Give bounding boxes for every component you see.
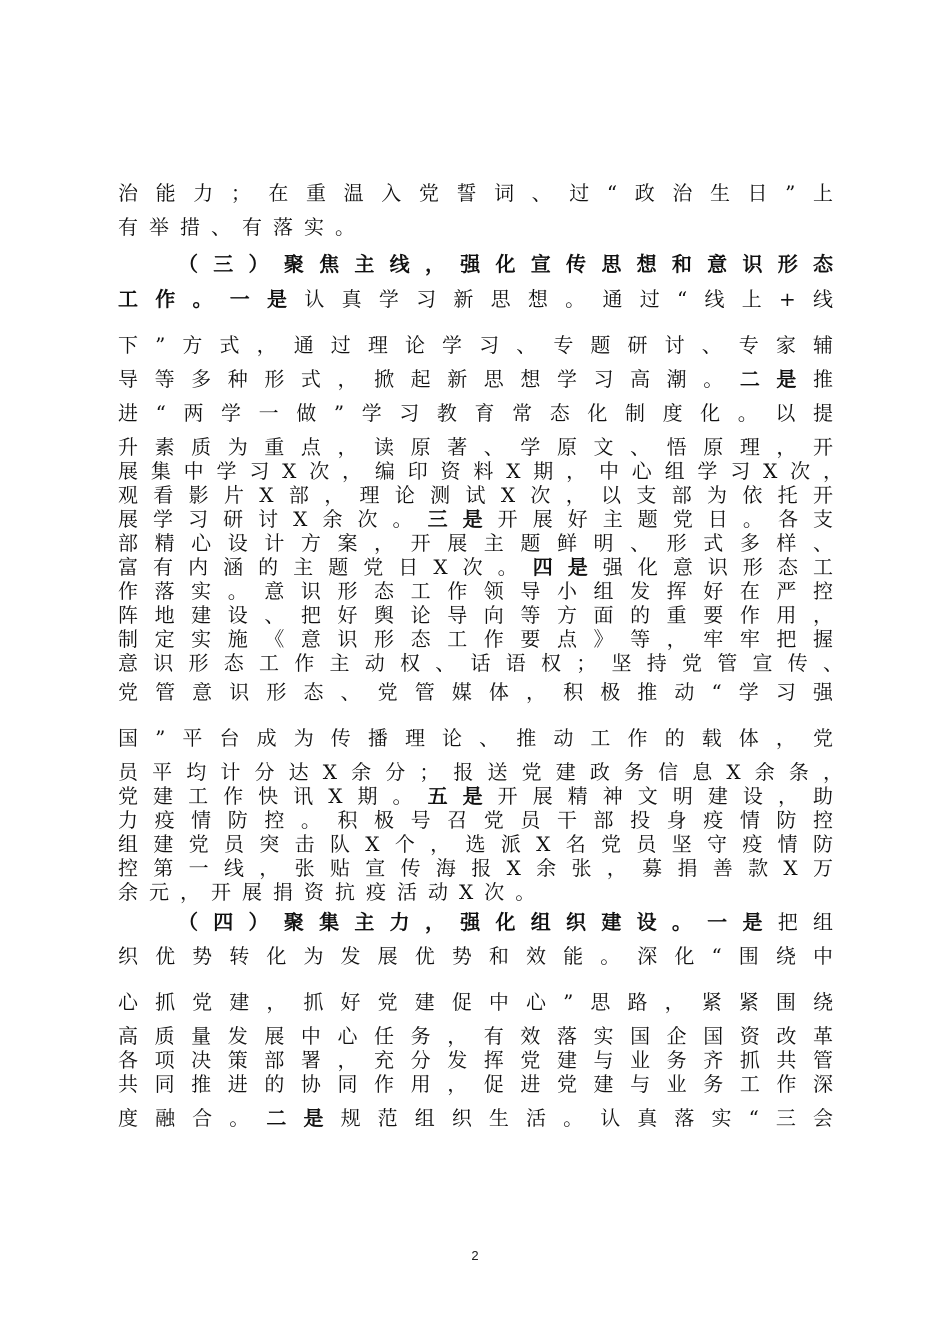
text-line (118, 784, 833, 808)
text-run: 导等多种形式，掀起新思想学习高潮。 (118, 367, 740, 391)
text-line (118, 531, 833, 555)
text-run: 强化意识形态工 (602, 555, 834, 579)
text-run: 展学习研讨X余次。 (118, 507, 428, 531)
text-line (118, 1048, 833, 1072)
text-run: 推 (813, 367, 834, 391)
text-run: 进“两学一做”学习教育常态化制度化。以提 (118, 401, 833, 425)
text-line (118, 832, 833, 856)
text-line (118, 627, 833, 651)
bold-text-run: （四）聚集主力，强化组织建设。一是 (178, 910, 778, 934)
text-line (118, 483, 833, 507)
text-run: 意识形态工作主动权、话语权；坚持党管宣传、 (118, 651, 843, 675)
text-run: 党管意识形态、党管媒体，积极推动“学习强 (118, 680, 833, 704)
text-line (118, 507, 833, 531)
text-line (118, 603, 833, 627)
text-run: 作落实。意识形态工作领导小组发挥好在严控 (118, 579, 833, 603)
bold-text-run: 二是 (739, 367, 814, 391)
text-run: 度融合。 (118, 1106, 267, 1130)
bold-text-run: 五是 (427, 784, 498, 808)
text-line (118, 760, 843, 784)
text-line (118, 880, 833, 904)
text-run: 心抓党建，抓好党建促中心”思路，紧紧围绕 (118, 990, 833, 1014)
text-run: 制定实施《意识形态工作要点》等，牢牢把握 (118, 627, 833, 651)
text-line (118, 808, 833, 832)
text-line (118, 333, 833, 357)
text-run: 各项决策部署，充分发挥党建与业务齐抓共管 (118, 1048, 833, 1072)
text-line (118, 1072, 833, 1096)
text-line (118, 856, 833, 880)
text-line (118, 1106, 833, 1130)
text-line (118, 651, 843, 675)
bold-text-run: （三）聚焦主线，强化宣传思想和意识形态 (178, 252, 833, 276)
text-run: 阵地建设、把好舆论导向等方面的重要作用， (118, 603, 833, 627)
text-line (118, 555, 833, 579)
text-line (118, 401, 833, 425)
text-run: 治能力；在重温入党誓词、过“政治生日”上 (118, 181, 833, 205)
text-line (118, 944, 833, 968)
text-run: 高质量发展中心任务，有效落实国企国资改革 (118, 1024, 833, 1048)
text-line (118, 181, 833, 205)
text-run: 部精心设计方案，开展主题鲜明、形式多样、 (118, 531, 833, 555)
text-run: 下”方式，通过理论学习、专题研讨、专家辅 (118, 333, 833, 357)
text-run: 力疫情防控。积极号召党员干部投身疫情防控 (118, 808, 833, 832)
text-line (118, 459, 843, 483)
text-line (118, 726, 833, 750)
text-line (118, 1024, 833, 1048)
text-run: 富有内涵的主题党日X次。 (118, 555, 533, 579)
text-run: 员平均计分达X余分；报送党建政务信息X余条， (118, 760, 843, 784)
text-line (118, 579, 833, 603)
text-line (178, 252, 833, 276)
text-run: 党建工作快讯X期。 (118, 784, 428, 808)
bold-text-run: 四是 (532, 555, 603, 579)
text-run: 展集中学习X次，编印资料X期，中心组学习X次， (118, 459, 843, 483)
text-run: 升素质为重点，读原著、学原文、悟原理，开 (118, 435, 833, 459)
text-run: 组建党员突击队X个，选派X名党员坚守疫情防 (118, 832, 833, 856)
text-run: 规范组织生活。认真落实“三会 (340, 1106, 833, 1130)
bold-text-run: 二是 (266, 1106, 341, 1130)
bold-text-run: 三是 (427, 507, 498, 531)
text-line (118, 215, 833, 239)
text-run: 开展好主题党日。各支 (497, 507, 833, 531)
text-run: 控第一线，张贴宣传海报X余张，募捐善款X万 (118, 856, 833, 880)
text-line (118, 990, 833, 1014)
text-line (118, 367, 833, 391)
text-run: 织优势转化为发展优势和效能。深化“围绕中 (118, 944, 833, 968)
bold-text-run: 工作。一是 (118, 287, 305, 311)
text-line (118, 680, 833, 704)
text-line (118, 435, 833, 459)
text-run: 共同推进的协同作用，促进党建与业务工作深 (118, 1072, 833, 1096)
text-run: 观看影片X部，理论测试X次，以支部为依托开 (118, 483, 833, 507)
text-run: 国”平台成为传播理论、推动工作的载体，党 (118, 726, 833, 750)
text-line (178, 910, 833, 934)
text-run: 把组 (777, 910, 834, 934)
text-run: 有举措、有落实。 (118, 215, 366, 239)
page-number: 2 (471, 1248, 479, 1263)
text-run: 余元，开展捐资抗疫活动X次。 (118, 880, 547, 904)
text-line (118, 287, 833, 311)
text-run: 认真学习新思想。通过“线上+线 (304, 287, 834, 311)
text-run: 开展精神文明建设，助 (497, 784, 833, 808)
